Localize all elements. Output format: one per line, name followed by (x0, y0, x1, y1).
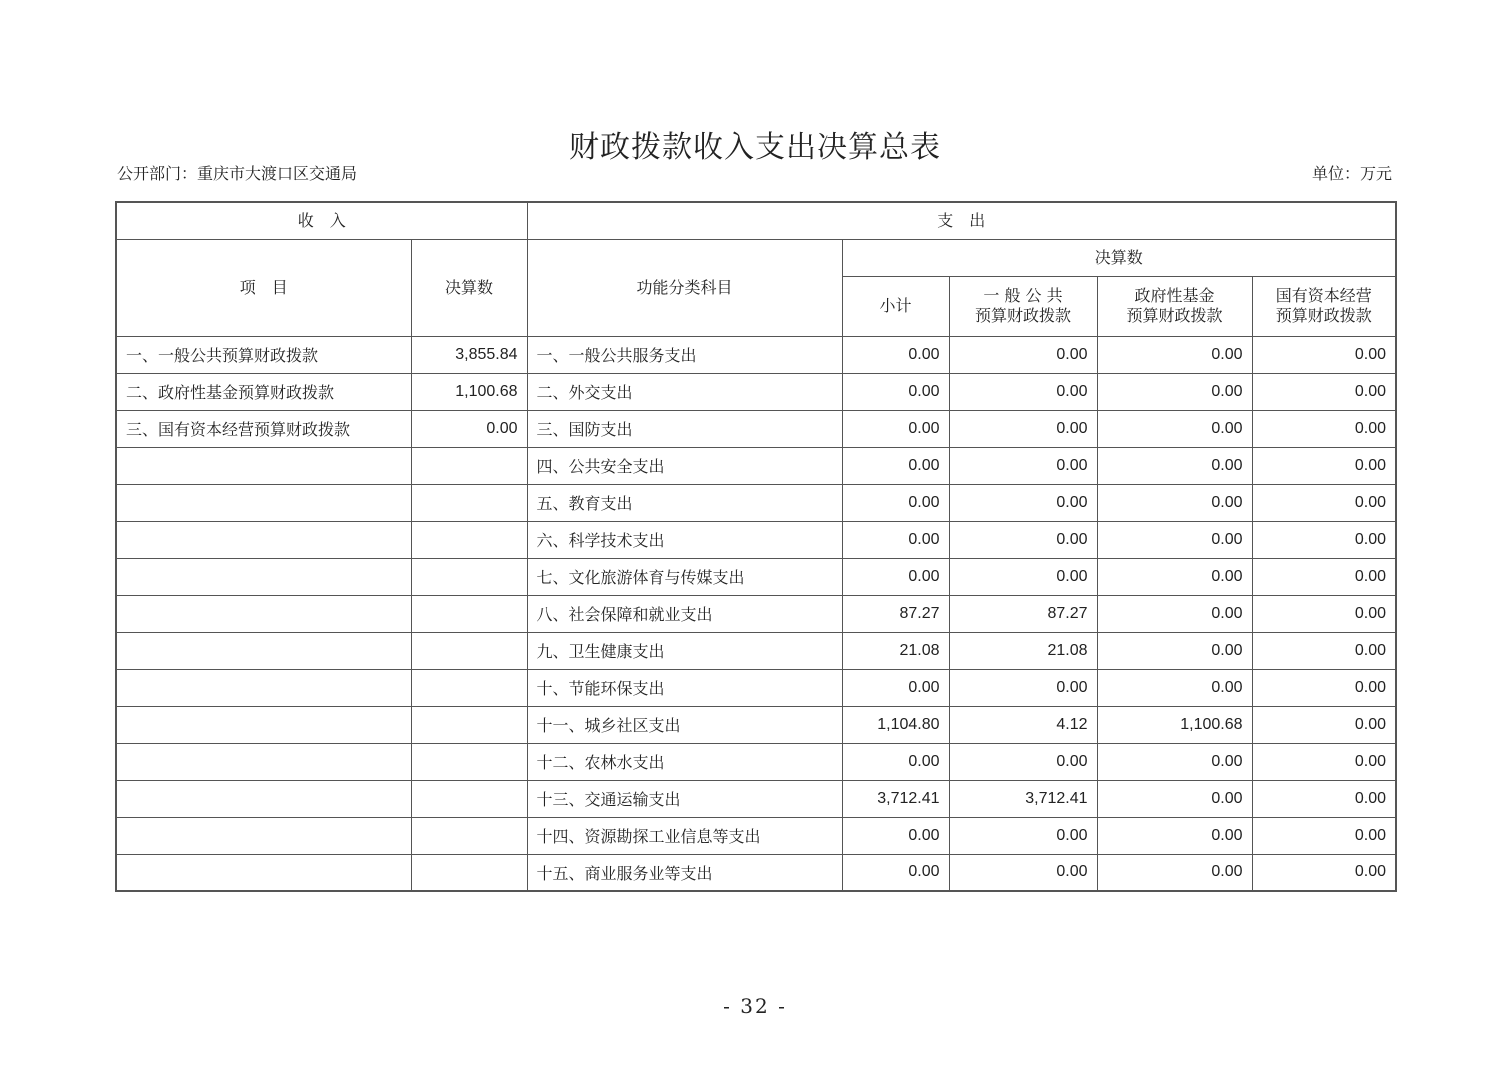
subtotal-cell: 87.27 (842, 595, 949, 632)
state-capital-cell: 0.00 (1252, 558, 1396, 595)
category-cell: 九、卫生健康支出 (527, 632, 842, 669)
state-capital-cell: 0.00 (1252, 817, 1396, 854)
income-item-cell (116, 595, 411, 632)
amount-header: 决算数 (411, 239, 527, 336)
subtotal-cell: 0.00 (842, 373, 949, 410)
page-title: 财政拨款收入支出决算总表 (569, 130, 941, 165)
category-cell: 七、文化旅游体育与传媒支出 (527, 558, 842, 595)
table-row (116, 521, 1396, 558)
table-row (116, 854, 1396, 891)
final-amount-header: 决算数 (842, 239, 1396, 276)
fund-budget-cell: 0.00 (1097, 632, 1252, 669)
general-budget-cell: 0.00 (949, 817, 1097, 854)
income-item-cell: 二、政府性基金预算财政拨款 (116, 373, 411, 410)
income-amount-cell: 3,855.84 (411, 336, 527, 373)
fund-budget-header (1097, 276, 1252, 336)
state-capital-cell: 0.00 (1252, 373, 1396, 410)
category-header: 功能分类科目 (527, 239, 842, 336)
income-item-cell (116, 632, 411, 669)
state-capital-cell: 0.00 (1252, 336, 1396, 373)
category-cell: 十三、交通运输支出 (527, 780, 842, 817)
income-item-cell (116, 743, 411, 780)
income-amount-cell: 1,100.68 (411, 373, 527, 410)
subtotal-cell: 0.00 (842, 817, 949, 854)
state-capital-cell: 0.00 (1252, 854, 1396, 891)
general-budget-cell: 0.00 (949, 410, 1097, 447)
state-capital-header-line2: 预算财政拨款 (1275, 306, 1372, 325)
category-cell: 二、外交支出 (527, 373, 842, 410)
subtotal-cell: 3,712.41 (842, 780, 949, 817)
state-capital-header-line1: 国有资本经营 (1275, 286, 1372, 305)
table-row (116, 780, 1396, 817)
subtotal-cell: 0.00 (842, 743, 949, 780)
subtotal-cell: 0.00 (842, 854, 949, 891)
income-amount-cell (411, 447, 527, 484)
fund-budget-cell: 0.00 (1097, 484, 1252, 521)
subtotal-cell: 0.00 (842, 484, 949, 521)
fund-budget-cell: 0.00 (1097, 521, 1252, 558)
general-budget-header-line1: 一 般 公 共 (983, 286, 1063, 305)
general-budget-cell: 0.00 (949, 558, 1097, 595)
category-cell: 六、科学技术支出 (527, 521, 842, 558)
subtotal-cell: 1,104.80 (842, 706, 949, 743)
fund-budget-cell: 0.00 (1097, 780, 1252, 817)
table-row (116, 632, 1396, 669)
subtotal-cell: 0.00 (842, 521, 949, 558)
fund-budget-cell: 0.00 (1097, 558, 1252, 595)
category-cell: 十一、城乡社区支出 (527, 706, 842, 743)
fund-budget-cell: 0.00 (1097, 854, 1252, 891)
income-item-cell (116, 669, 411, 706)
fund-budget-cell: 0.00 (1097, 336, 1252, 373)
income-item-cell (116, 817, 411, 854)
fund-budget-header-line1: 政府性基金 (1134, 286, 1215, 305)
general-budget-cell: 21.08 (949, 632, 1097, 669)
income-amount-cell (411, 854, 527, 891)
income-amount-cell (411, 780, 527, 817)
category-cell: 一、一般公共服务支出 (527, 336, 842, 373)
category-cell: 十四、资源勘探工业信息等支出 (527, 817, 842, 854)
income-item-cell (116, 484, 411, 521)
income-item-cell (116, 854, 411, 891)
state-capital-cell: 0.00 (1252, 669, 1396, 706)
income-item-cell (116, 780, 411, 817)
general-budget-cell: 0.00 (949, 669, 1097, 706)
fund-budget-cell: 0.00 (1097, 669, 1252, 706)
income-amount-cell (411, 817, 527, 854)
table-row (116, 373, 1396, 410)
income-amount-cell (411, 484, 527, 521)
general-budget-cell: 4.12 (949, 706, 1097, 743)
income-item-cell (116, 521, 411, 558)
category-cell: 五、教育支出 (527, 484, 842, 521)
subtotal-cell: 0.00 (842, 410, 949, 447)
table-row (116, 410, 1396, 447)
table-row (116, 595, 1396, 632)
general-budget-cell: 0.00 (949, 854, 1097, 891)
income-amount-cell (411, 743, 527, 780)
fund-budget-cell: 1,100.68 (1097, 706, 1252, 743)
general-budget-cell: 0.00 (949, 484, 1097, 521)
table-row (116, 669, 1396, 706)
subtotal-cell: 21.08 (842, 632, 949, 669)
category-cell: 十二、农林水支出 (527, 743, 842, 780)
income-item-cell (116, 558, 411, 595)
income-item-cell: 一、一般公共预算财政拨款 (116, 336, 411, 373)
general-budget-cell: 87.27 (949, 595, 1097, 632)
table-row (116, 447, 1396, 484)
general-budget-cell: 0.00 (949, 521, 1097, 558)
general-budget-header (949, 276, 1097, 336)
state-capital-cell: 0.00 (1252, 743, 1396, 780)
general-budget-cell: 0.00 (949, 336, 1097, 373)
state-capital-cell: 0.00 (1252, 780, 1396, 817)
fund-budget-cell: 0.00 (1097, 373, 1252, 410)
income-amount-cell (411, 558, 527, 595)
fund-budget-header-line2: 预算财政拨款 (1126, 306, 1223, 325)
fund-budget-cell: 0.00 (1097, 447, 1252, 484)
category-cell: 十、节能环保支出 (527, 669, 842, 706)
table-body (116, 336, 1396, 891)
income-amount-cell (411, 632, 527, 669)
state-capital-cell: 0.00 (1252, 521, 1396, 558)
state-capital-cell: 0.00 (1252, 447, 1396, 484)
income-item-cell (116, 706, 411, 743)
table-row (116, 336, 1396, 373)
category-cell: 八、社会保障和就业支出 (527, 595, 842, 632)
income-amount-cell (411, 595, 527, 632)
general-budget-cell: 3,712.41 (949, 780, 1097, 817)
income-amount-cell (411, 706, 527, 743)
table-row (116, 817, 1396, 854)
state-capital-cell: 0.00 (1252, 632, 1396, 669)
subtotal-cell: 0.00 (842, 447, 949, 484)
fund-budget-cell: 0.00 (1097, 595, 1252, 632)
general-budget-cell: 0.00 (949, 447, 1097, 484)
income-item-cell (116, 447, 411, 484)
state-capital-cell: 0.00 (1252, 410, 1396, 447)
table-row (116, 706, 1396, 743)
state-capital-cell: 0.00 (1252, 595, 1396, 632)
table-row (116, 558, 1396, 595)
category-cell: 四、公共安全支出 (527, 447, 842, 484)
subtotal-cell: 0.00 (842, 558, 949, 595)
subtotal-cell: 0.00 (842, 669, 949, 706)
general-budget-header-line2: 预算财政拨款 (975, 306, 1072, 325)
income-header: 收 入 (116, 202, 527, 239)
expense-header: 支 出 (527, 202, 1396, 239)
income-amount-cell (411, 669, 527, 706)
state-capital-header (1252, 276, 1396, 336)
fund-budget-cell: 0.00 (1097, 743, 1252, 780)
income-amount-cell: 0.00 (411, 410, 527, 447)
fund-budget-cell: 0.00 (1097, 817, 1252, 854)
table-row (116, 743, 1396, 780)
general-budget-cell: 0.00 (949, 373, 1097, 410)
table-row (116, 484, 1396, 521)
state-capital-cell: 0.00 (1252, 706, 1396, 743)
fund-budget-cell: 0.00 (1097, 410, 1252, 447)
page-number: - 32 - (723, 994, 787, 1018)
unit-label: 单位：万元 (1311, 164, 1392, 183)
state-capital-cell: 0.00 (1252, 484, 1396, 521)
income-item-cell: 三、国有资本经营预算财政拨款 (116, 410, 411, 447)
item-header: 项 目 (116, 239, 411, 336)
finance-table (115, 201, 1397, 892)
department-label: 公开部门：重庆市大渡口区交通局 (117, 164, 358, 183)
category-cell: 十五、商业服务业等支出 (527, 854, 842, 891)
general-budget-cell: 0.00 (949, 743, 1097, 780)
subtotal-cell: 0.00 (842, 336, 949, 373)
subtotal-header: 小计 (842, 276, 949, 336)
income-amount-cell (411, 521, 527, 558)
category-cell: 三、国防支出 (527, 410, 842, 447)
